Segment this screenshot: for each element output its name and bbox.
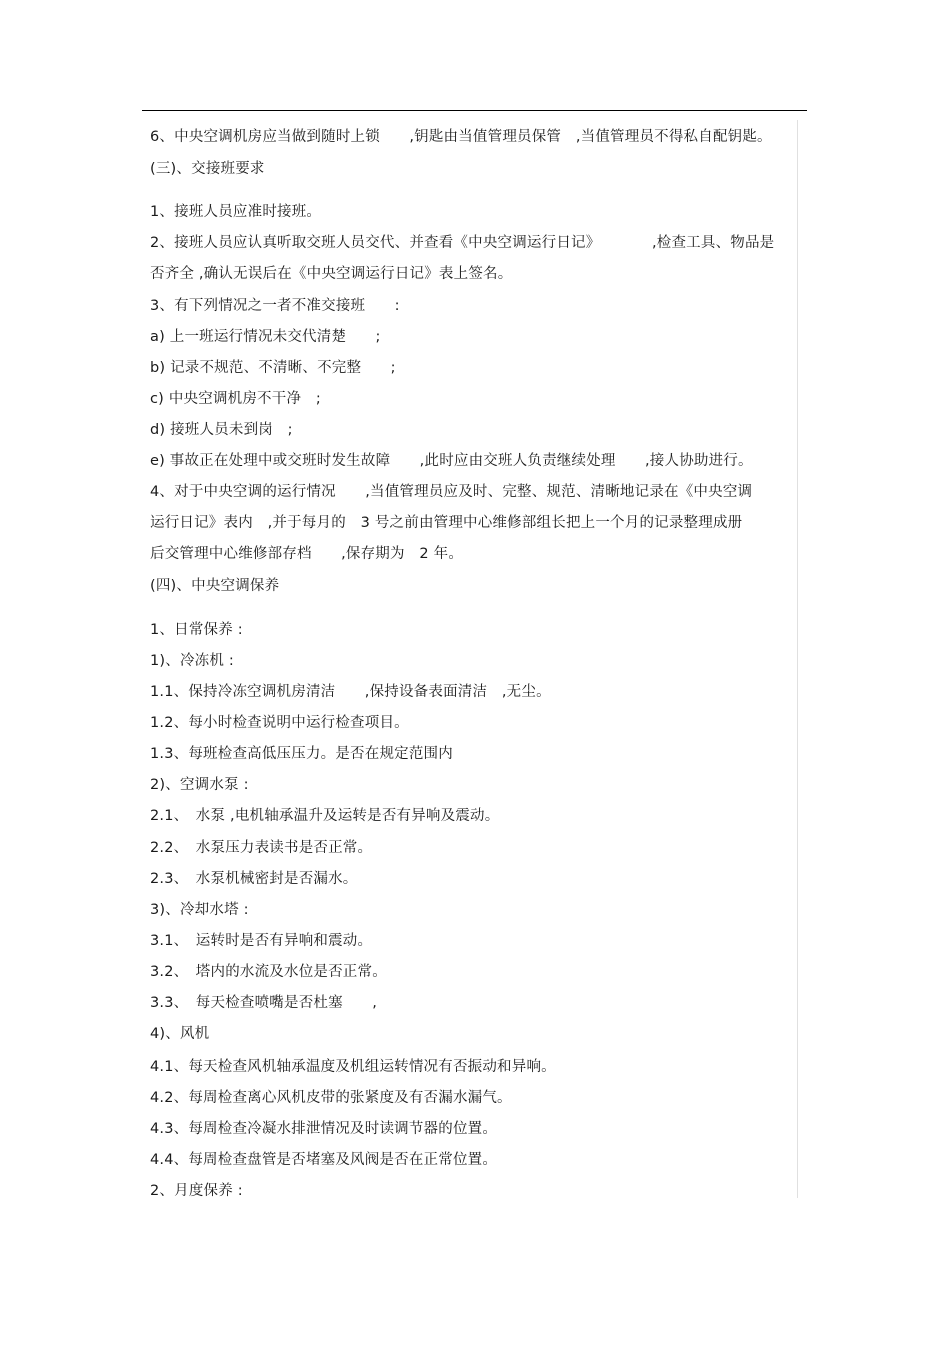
text-line: 3)、冷却水塔 : — [150, 902, 249, 918]
text-line: 运行日记》表内 ,并于每月的 3 号之前由管理中心维修部组长把上一个月的记录整理成册 — [150, 515, 743, 531]
text-line: 后交管理中心维修部存档 ,保存期为 2 年。 — [150, 546, 464, 562]
text-line: 1.2、每小时检查说明中运行检查项目。 — [150, 715, 409, 731]
text-line: 2.3、 水泵机械密封是否漏水。 — [150, 871, 358, 887]
text-line: 否齐全 ,确认无误后在《中央空调运行日记》表上签名。 — [150, 266, 513, 282]
text-line: 1.1、保持冷冻空调机房清洁 ,保持设备表面清洁 ,无尘。 — [150, 684, 551, 700]
text-line: 3.2、 塔内的水流及水位是否正常。 — [150, 964, 387, 980]
section-heading: (四)、中央空调保养 — [150, 578, 280, 594]
text-line: 4.4、每周检查盘管是否堵塞及风阀是否在正常位置。 — [150, 1152, 498, 1168]
text-line: 4、对于中央空调的运行情况 ,当值管理员应及时、完整、规范、清晰地记录在《中央空调 — [150, 484, 753, 500]
text-line: e) 事故正在处理中或交班时发生故障 ,此时应由交班人负责继续处理 ,接人协助进行。 — [150, 453, 753, 469]
text-line: 2.1、 水泵 ,电机轴承温升及运转是否有异响及震动。 — [150, 808, 500, 824]
text-line: 1.3、每班检查高低压压力。是否在规定范围内 — [150, 746, 453, 762]
text-line: a) 上一班运行情况未交代清楚 ; — [150, 329, 381, 345]
text-line: 1、日常保养 : — [150, 622, 243, 638]
text-line: 4.2、每周检查离心风机皮带的张紧度及有否漏水漏气。 — [150, 1090, 512, 1106]
text-line: 2、接班人员应认真听取交班人员交代、并查看《中央空调运行日记》 ,检查工具、物品是 — [150, 235, 775, 251]
text-line: 4)、风机 — [150, 1026, 210, 1042]
text-line: 3.1、 运转时是否有异响和震动。 — [150, 933, 373, 949]
text-line: 2、月度保养 : — [150, 1183, 243, 1199]
text-line: 3.3、 每天检查喷嘴是否杜塞 , — [150, 995, 378, 1011]
text-line: b) 记录不规范、不清晰、不完整 ; — [150, 360, 396, 376]
text-line: 4.3、每周检查冷凝水排泄情况及时读调节器的位置。 — [150, 1121, 498, 1137]
text-line: d) 接班人员未到岗 ; — [150, 422, 293, 438]
section-heading: (三)、交接班要求 — [150, 161, 265, 177]
text-line: 1、接班人员应准时接班。 — [150, 204, 322, 220]
text-line: c) 中央空调机房不干净 ; — [150, 391, 321, 407]
text-line: 4.1、每天检查风机轴承温度及机组运转情况有否振动和异响。 — [150, 1059, 556, 1075]
text-line: 3、有下列情况之一者不准交接班 : — [150, 298, 400, 314]
text-line: 2.2、 水泵压力表读书是否正常。 — [150, 840, 373, 856]
header-rule — [142, 110, 807, 111]
text-line: 6、中央空调机房应当做到随时上锁 ,钥匙由当值管理员保管 ,当值管理员不得私自配钥匙。 — [150, 129, 772, 145]
text-line: 1)、冷冻机 : — [150, 653, 234, 669]
page-edge-rule — [797, 120, 798, 1198]
text-line: 2)、空调水泵 : — [150, 777, 249, 793]
